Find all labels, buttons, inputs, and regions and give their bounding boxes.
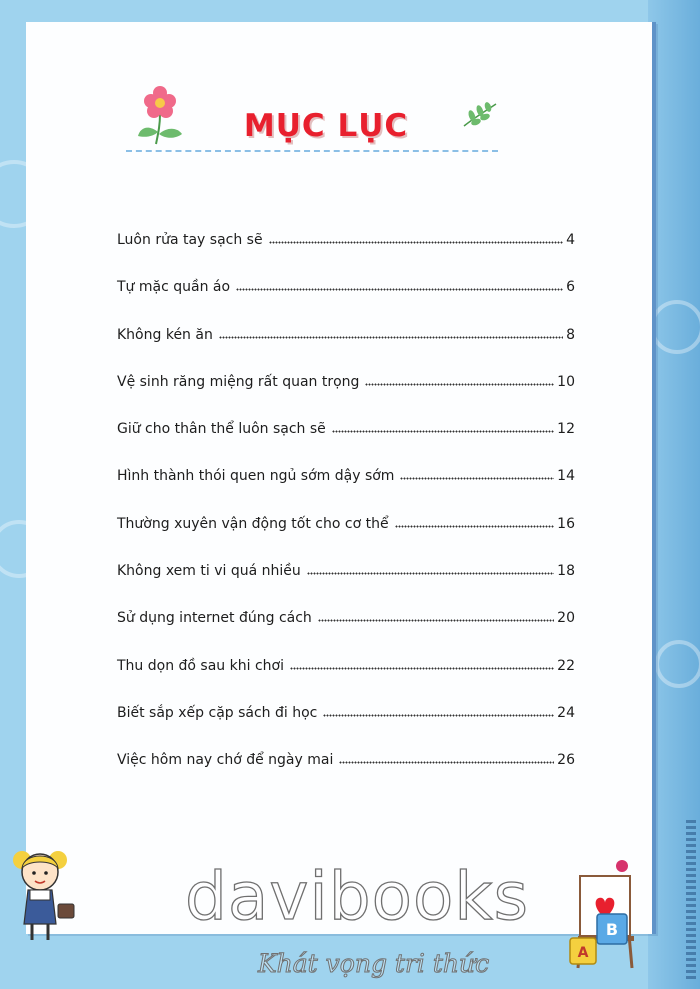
toc-entry[interactable] [117, 563, 575, 610]
dot-leader [269, 234, 564, 244]
svg-text:B: B [605, 920, 619, 939]
background-swirl [650, 300, 700, 354]
toc-entry-title: Việc hôm nay chớ để ngày mai [117, 752, 334, 769]
toc-entry-title: Tự mặc quần áo [117, 279, 231, 296]
toc-entry[interactable] [117, 516, 575, 563]
svg-text:A: A [577, 945, 589, 961]
watermark-slogan: Khát vọng tri thức [258, 949, 490, 978]
dot-leader [236, 281, 563, 291]
toc-entry-title: Thường xuyên vận động tốt cho cơ thể [117, 515, 389, 532]
toc-entry-title: Hình thành thói quen ngủ sớm dậy sớm [117, 468, 395, 485]
dot-leader [395, 518, 555, 528]
toc-entry-title: Luôn rửa tay sạch sẽ [117, 232, 263, 248]
spine-text [686, 820, 696, 980]
toc-entry-page: 22 [557, 657, 575, 674]
toc-entry-page: 12 [557, 421, 575, 438]
toc-entry-page: 20 [557, 610, 575, 627]
toc-entry-title: Không xem ti vi quá nhiều [117, 563, 301, 580]
watermark-brand: davibooks [185, 858, 529, 935]
toc-entry[interactable] [117, 232, 575, 279]
toc-entry-page: 10 [557, 373, 575, 390]
toc-entry[interactable] [117, 610, 575, 657]
dot-leader [323, 707, 554, 717]
dot-leader [219, 329, 563, 339]
toc-entry[interactable] [117, 374, 575, 421]
dot-leader [290, 660, 554, 670]
toc-entry-title: Biết sắp xếp cặp sách đi học [117, 704, 318, 721]
toc-entry-page: 6 [566, 279, 575, 296]
toc-entry-title: Giữ cho thân thể luôn sạch sẽ [117, 421, 326, 438]
toc-entry-page: 24 [557, 704, 575, 721]
toc-entry[interactable] [117, 327, 575, 374]
toc-entry-page: 26 [557, 752, 575, 769]
toc-entry[interactable] [117, 658, 575, 705]
background-swirl [655, 640, 700, 688]
dot-leader [400, 470, 554, 480]
toc-entry-title: Vệ sinh răng miệng rất quan trọng [117, 373, 360, 390]
toc-entry[interactable] [117, 279, 575, 326]
toc-entry-title: Sử dụng internet đúng cách [117, 610, 312, 627]
toc-entry-title: Thu dọn đồ sau khi chơi [117, 657, 284, 674]
title-divider [126, 150, 498, 152]
toc-entry[interactable] [117, 705, 575, 752]
dot-leader [365, 376, 554, 386]
toc-entry[interactable] [117, 421, 575, 468]
toc-entry-title: Không kén ăn [117, 326, 213, 343]
toc-entry-page: 8 [566, 326, 575, 343]
toc-entry-page: 18 [557, 563, 575, 580]
toc-entry[interactable] [117, 468, 575, 515]
table-of-contents [117, 232, 575, 800]
page-title: MỤC LỤC [243, 108, 409, 144]
toc-entry-page: 14 [557, 468, 575, 485]
toc-entry-page: 16 [557, 515, 575, 532]
toy-block-icon [595, 912, 629, 946]
dot-leader [318, 612, 554, 622]
dot-leader [332, 423, 554, 433]
dot-leader [307, 565, 554, 575]
dot-leader [339, 754, 554, 764]
toy-block-icon [568, 936, 598, 966]
girl-illustration [0, 838, 80, 948]
toc-entry[interactable] [117, 752, 575, 799]
toc-entry-page: 4 [566, 232, 575, 248]
